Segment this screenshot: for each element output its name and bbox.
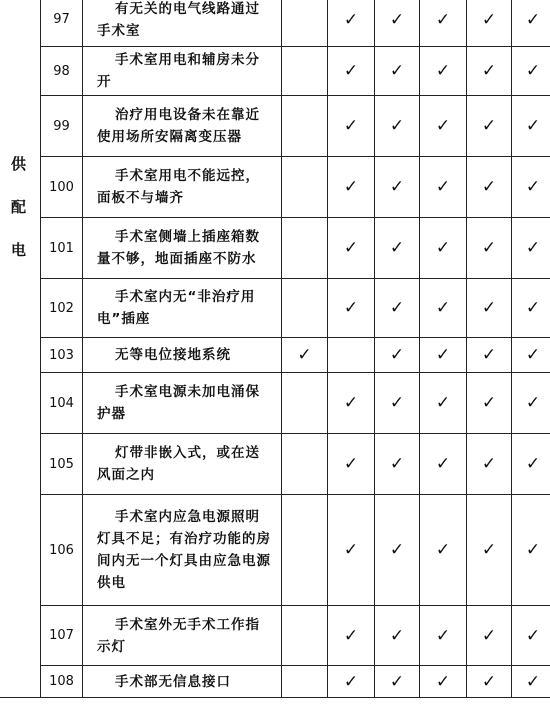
- check-mark-icon: ✓: [481, 540, 497, 560]
- check-cell: [467, 373, 512, 434]
- check-mark-icon: ✓: [389, 238, 405, 258]
- check-mark-icon: ✓: [343, 116, 359, 136]
- check-cell: [420, 338, 467, 373]
- check-cell: [375, 338, 420, 373]
- item-description: 无等电位接地系统: [83, 338, 282, 373]
- check-cell: [328, 279, 375, 338]
- check-mark-icon: ✓: [389, 177, 405, 197]
- item-number: 100: [41, 157, 83, 218]
- item-number: 103: [41, 338, 83, 373]
- item-description: 灯带非嵌入式，或在送风面之内: [83, 434, 282, 495]
- check-mark-icon: ✓: [525, 116, 541, 136]
- check-cell: [512, 96, 550, 157]
- check-mark-icon: ✓: [525, 540, 541, 560]
- check-mark-icon: ✓: [525, 298, 541, 318]
- table-row: [0, 606, 550, 666]
- table-row: [0, 338, 550, 373]
- table-row: [0, 47, 550, 96]
- check-mark-icon: ✓: [343, 540, 359, 560]
- check-cell: [467, 279, 512, 338]
- check-cell: [467, 96, 512, 157]
- item-number: 107: [41, 606, 83, 666]
- check-mark-icon: ✓: [481, 625, 497, 646]
- table-row: [0, 434, 550, 495]
- check-cell: [282, 495, 328, 606]
- check-mark-icon: ✓: [525, 345, 541, 365]
- check-cell: [328, 373, 375, 434]
- check-mark-icon: ✓: [343, 625, 359, 646]
- check-cell: [512, 373, 550, 434]
- item-number: 105: [41, 434, 83, 495]
- check-cell: [467, 666, 512, 698]
- check-mark-icon: ✓: [389, 671, 405, 692]
- item-description: 手术室电源未加电涌保护器: [83, 373, 282, 434]
- check-cell: [328, 666, 375, 698]
- check-cell: [282, 666, 328, 698]
- check-mark-icon: ✓: [525, 238, 541, 258]
- check-mark-icon: ✓: [389, 116, 405, 136]
- check-cell: [282, 47, 328, 96]
- check-mark-icon: ✓: [525, 454, 541, 474]
- check-mark-icon: ✓: [435, 540, 451, 560]
- check-mark-icon: ✓: [297, 345, 312, 365]
- check-cell: [328, 47, 375, 96]
- check-cell: [420, 434, 467, 495]
- check-cell: [420, 96, 467, 157]
- check-cell: [282, 218, 328, 279]
- check-mark-icon: ✓: [481, 177, 497, 197]
- check-cell: [375, 47, 420, 96]
- check-cell: [467, 157, 512, 218]
- check-mark-icon: ✓: [389, 61, 405, 81]
- check-mark-icon: ✓: [481, 454, 497, 474]
- item-description: 手术室内无“非治疗用电”插座: [83, 279, 282, 338]
- check-mark-icon: ✓: [481, 9, 497, 30]
- check-cell: [282, 0, 328, 47]
- check-mark-icon: ✓: [481, 61, 497, 81]
- check-cell: [512, 47, 550, 96]
- table-row: [0, 157, 550, 218]
- table-row: [0, 218, 550, 279]
- check-mark-icon: ✓: [481, 116, 497, 136]
- check-mark-icon: ✓: [481, 238, 497, 258]
- check-cell: [420, 495, 467, 606]
- check-mark-icon: ✓: [481, 393, 497, 413]
- check-cell: [512, 666, 550, 698]
- check-cell: [282, 373, 328, 434]
- check-cell: [467, 495, 512, 606]
- check-cell: [375, 373, 420, 434]
- check-mark-icon: ✓: [389, 540, 405, 560]
- check-mark-icon: ✓: [481, 671, 497, 692]
- check-mark-icon: ✓: [343, 177, 359, 197]
- check-cell: [512, 434, 550, 495]
- check-mark-icon: ✓: [435, 238, 451, 258]
- check-mark-icon: ✓: [525, 671, 541, 692]
- item-description: 手术室内应急电源照明灯具不足；有治疗功能的房间内无一个灯具由应急电源供电: [83, 495, 282, 606]
- check-cell: [512, 279, 550, 338]
- item-description: 手术室用电和辅房未分开: [83, 47, 282, 96]
- item-description: 手术室外无手术工作指示灯: [83, 606, 282, 666]
- item-number: 102: [41, 279, 83, 338]
- check-mark-icon: ✓: [389, 345, 405, 365]
- item-description: 有无关的电气线路通过手术室: [83, 0, 282, 47]
- check-cell: [420, 606, 467, 666]
- check-mark-icon: ✓: [525, 625, 541, 646]
- check-cell: [375, 96, 420, 157]
- check-cell: [375, 666, 420, 698]
- check-mark-icon: ✓: [389, 454, 405, 474]
- check-mark-icon: ✓: [525, 177, 541, 197]
- check-mark-icon: ✓: [343, 61, 359, 81]
- item-number: 99: [41, 96, 83, 157]
- table-row: [0, 666, 550, 698]
- check-mark-icon: ✓: [343, 298, 359, 318]
- check-cell: [328, 434, 375, 495]
- check-mark-icon: ✓: [525, 61, 541, 81]
- check-cell: [282, 338, 328, 373]
- check-mark-icon: ✓: [343, 671, 359, 692]
- check-mark-icon: ✓: [435, 298, 451, 318]
- check-mark-icon: ✓: [343, 454, 359, 474]
- check-cell: [467, 218, 512, 279]
- check-mark-icon: ✓: [389, 625, 405, 646]
- check-cell: [420, 279, 467, 338]
- category-char: 电: [10, 241, 26, 259]
- check-cell: [420, 666, 467, 698]
- check-cell: [328, 96, 375, 157]
- check-mark-icon: ✓: [481, 345, 497, 365]
- check-cell: [375, 434, 420, 495]
- item-description: 手术室用电不能远控，面板不与墙齐: [83, 157, 282, 218]
- check-mark-icon: ✓: [435, 393, 451, 413]
- check-cell: [375, 218, 420, 279]
- check-cell: [467, 0, 512, 47]
- check-mark-icon: ✓: [389, 9, 405, 30]
- check-cell: [420, 157, 467, 218]
- check-cell: [512, 0, 550, 47]
- table-row: [0, 0, 550, 47]
- check-mark-icon: ✓: [435, 177, 451, 197]
- check-cell: [512, 606, 550, 666]
- check-cell: [512, 495, 550, 606]
- item-number: 108: [41, 666, 83, 698]
- check-cell: [375, 0, 420, 47]
- check-mark-icon: ✓: [435, 61, 451, 81]
- check-cell: [328, 606, 375, 666]
- check-cell: [328, 157, 375, 218]
- check-mark-icon: ✓: [435, 625, 451, 646]
- check-cell: [467, 47, 512, 96]
- check-cell: [420, 373, 467, 434]
- check-cell: [282, 157, 328, 218]
- check-cell: [420, 218, 467, 279]
- check-cell: [282, 606, 328, 666]
- item-description: 治疗用电设备未在靠近使用场所安隔离变压器: [83, 96, 282, 157]
- check-cell: [375, 495, 420, 606]
- check-cell: [282, 96, 328, 157]
- item-description: 手术部无信息接口: [83, 666, 282, 698]
- check-cell: [328, 0, 375, 47]
- item-description: 手术室侧墙上插座箱数量不够，地面插座不防水: [83, 218, 282, 279]
- table-row: [0, 96, 550, 157]
- item-number: 106: [41, 495, 83, 606]
- check-cell: [282, 279, 328, 338]
- table-row: [0, 373, 550, 434]
- check-mark-icon: ✓: [435, 9, 451, 30]
- check-mark-icon: ✓: [343, 393, 359, 413]
- check-cell: [375, 157, 420, 218]
- check-mark-icon: ✓: [525, 393, 541, 413]
- table-row: [0, 279, 550, 338]
- check-cell: [328, 218, 375, 279]
- check-mark-icon: ✓: [435, 116, 451, 136]
- item-number: 104: [41, 373, 83, 434]
- check-cell: [375, 279, 420, 338]
- item-number: 101: [41, 218, 83, 279]
- category-cell: [0, 0, 41, 698]
- check-cell: [282, 434, 328, 495]
- check-mark-icon: ✓: [435, 454, 451, 474]
- check-mark-icon: ✓: [435, 671, 451, 692]
- check-cell: [512, 157, 550, 218]
- check-cell: [328, 495, 375, 606]
- check-cell: [512, 338, 550, 373]
- table-row: [0, 495, 550, 606]
- check-mark-icon: ✓: [525, 9, 541, 30]
- check-mark-icon: ✓: [343, 9, 359, 30]
- check-mark-icon: ✓: [435, 345, 451, 365]
- check-mark-icon: ✓: [389, 393, 405, 413]
- check-mark-icon: ✓: [389, 298, 405, 318]
- category-char: 配: [10, 198, 26, 216]
- check-cell: [328, 338, 375, 373]
- check-cell: [512, 218, 550, 279]
- check-cell: [420, 0, 467, 47]
- check-mark-icon: ✓: [343, 238, 359, 258]
- check-cell: [375, 606, 420, 666]
- check-cell: [467, 434, 512, 495]
- check-cell: [420, 47, 467, 96]
- category-char: 供: [10, 155, 26, 173]
- check-cell: [467, 338, 512, 373]
- item-number: 97: [41, 0, 83, 47]
- check-cell: [467, 606, 512, 666]
- item-number: 98: [41, 47, 83, 96]
- check-mark-icon: ✓: [481, 298, 497, 318]
